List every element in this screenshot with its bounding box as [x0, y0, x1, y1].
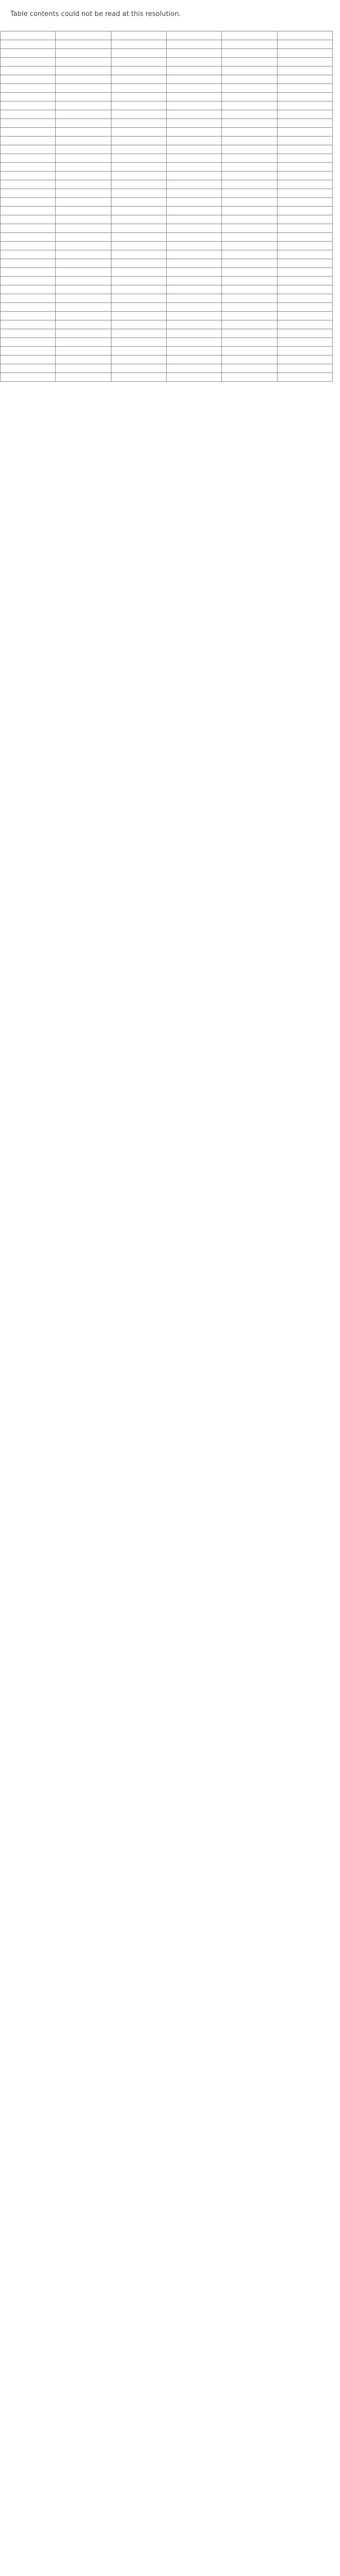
table-cell [166, 84, 221, 93]
table-cell [1, 189, 56, 198]
table-row [1, 215, 333, 224]
table-cell [56, 338, 111, 347]
table-cell [56, 312, 111, 320]
table-cell [166, 259, 221, 268]
table-cell [56, 285, 111, 294]
table-cell [111, 145, 166, 154]
table-cell [111, 189, 166, 198]
table-cell [277, 338, 332, 347]
table-cell [277, 128, 332, 137]
table-cell [111, 215, 166, 224]
table-cell [166, 119, 221, 128]
table-cell [56, 355, 111, 364]
table-cell [111, 172, 166, 180]
table-cell [56, 101, 111, 110]
table-cell [166, 277, 221, 285]
table-row [1, 119, 333, 128]
table-cell [111, 163, 166, 172]
table-cell [1, 66, 56, 75]
table-cell [222, 180, 277, 189]
table-cell [56, 268, 111, 277]
table-cell [277, 58, 332, 66]
table-cell [166, 189, 221, 198]
table-row [1, 303, 333, 312]
table-row [1, 154, 333, 163]
table-cell [277, 233, 332, 242]
table-cell [56, 128, 111, 137]
table-cell [1, 49, 56, 58]
table-cell [56, 373, 111, 382]
table-row [1, 373, 333, 382]
table-row [1, 242, 333, 250]
table-cell [1, 242, 56, 250]
table-cell [1, 198, 56, 207]
table-cell [166, 93, 221, 101]
table-cell [277, 119, 332, 128]
table-cell [166, 58, 221, 66]
table-cell [56, 207, 111, 215]
table-cell [166, 347, 221, 355]
table-cell [277, 364, 332, 373]
table-cell [1, 224, 56, 233]
table-cell [1, 145, 56, 154]
table-cell [111, 66, 166, 75]
table-cell [277, 145, 332, 154]
table-row [1, 329, 333, 338]
table-cell [56, 137, 111, 145]
table-row [1, 40, 333, 49]
table-cell [166, 145, 221, 154]
table-cell [1, 373, 56, 382]
table-cell [56, 40, 111, 49]
table-cell [166, 373, 221, 382]
table-cell [1, 31, 56, 40]
table-cell [56, 329, 111, 338]
table-row [1, 312, 333, 320]
table-row [1, 259, 333, 268]
table-cell [277, 154, 332, 163]
table-cell [111, 303, 166, 312]
table-row [1, 364, 333, 373]
table-cell [222, 31, 277, 40]
table-cell [1, 128, 56, 137]
table-cell [111, 93, 166, 101]
table-row [1, 277, 333, 285]
table-cell [222, 66, 277, 75]
table-cell [111, 347, 166, 355]
table-cell [166, 215, 221, 224]
table-cell [56, 198, 111, 207]
table-cell [1, 101, 56, 110]
table-cell [56, 49, 111, 58]
table-cell [277, 242, 332, 250]
table-cell [222, 93, 277, 101]
table-cell [222, 242, 277, 250]
table-row [1, 101, 333, 110]
table-cell [111, 75, 166, 84]
table-cell [166, 312, 221, 320]
table-cell [56, 242, 111, 250]
table-cell [1, 233, 56, 242]
table-cell [1, 338, 56, 347]
table-cell [222, 303, 277, 312]
table-cell [277, 277, 332, 285]
table-cell [166, 40, 221, 49]
table-cell [1, 312, 56, 320]
table-cell [222, 364, 277, 373]
table-cell [1, 320, 56, 329]
table-cell [111, 259, 166, 268]
table-row [1, 233, 333, 242]
table-cell [277, 189, 332, 198]
table-row [1, 163, 333, 172]
table-cell [1, 40, 56, 49]
table-cell [111, 101, 166, 110]
table-cell [277, 312, 332, 320]
table-cell [222, 320, 277, 329]
table-cell [166, 137, 221, 145]
unreadable-note: Table contents could not be read at this resolution. [10, 10, 181, 18]
table-cell [56, 84, 111, 93]
table-cell [111, 119, 166, 128]
table-row [1, 172, 333, 180]
table-cell [277, 110, 332, 119]
table-cell [111, 31, 166, 40]
table-cell [1, 364, 56, 373]
table-cell [56, 145, 111, 154]
table-cell [222, 101, 277, 110]
table-cell [1, 58, 56, 66]
table-cell [1, 84, 56, 93]
table-cell [222, 329, 277, 338]
table-cell [222, 119, 277, 128]
table-row [1, 285, 333, 294]
table-cell [111, 207, 166, 215]
table-cell [1, 355, 56, 364]
table-cell [1, 137, 56, 145]
table-cell [222, 207, 277, 215]
table-cell [277, 66, 332, 75]
table-cell [56, 320, 111, 329]
table-cell [166, 285, 221, 294]
table-cell [56, 277, 111, 285]
table-row [1, 189, 333, 198]
table-cell [222, 84, 277, 93]
table-cell [277, 329, 332, 338]
table-cell [166, 163, 221, 172]
table-cell [111, 364, 166, 373]
table-cell [1, 180, 56, 189]
table-cell [1, 303, 56, 312]
table-cell [277, 180, 332, 189]
table-row [1, 128, 333, 137]
table-cell [166, 207, 221, 215]
table-cell [277, 172, 332, 180]
table-cell [111, 277, 166, 285]
table-cell [166, 31, 221, 40]
table-cell [111, 198, 166, 207]
table-row [1, 31, 333, 40]
table-cell [222, 198, 277, 207]
table-cell [277, 198, 332, 207]
table-cell [56, 303, 111, 312]
table-row [1, 180, 333, 189]
table-cell [166, 250, 221, 259]
table-cell [277, 250, 332, 259]
table-cell [56, 119, 111, 128]
table-cell [277, 75, 332, 84]
table-cell [166, 320, 221, 329]
table-cell [1, 215, 56, 224]
table-row [1, 250, 333, 259]
table-cell [166, 329, 221, 338]
table-cell [222, 355, 277, 364]
table-cell [56, 233, 111, 242]
table-cell [166, 180, 221, 189]
table-cell [222, 215, 277, 224]
table-cell [56, 163, 111, 172]
table-cell [277, 285, 332, 294]
table-row [1, 110, 333, 119]
table-cell [111, 40, 166, 49]
table-cell [1, 93, 56, 101]
table-row [1, 66, 333, 75]
table-cell [1, 250, 56, 259]
table-cell [277, 320, 332, 329]
table-cell [277, 49, 332, 58]
table-cell [222, 294, 277, 303]
table-cell [222, 110, 277, 119]
table-cell [1, 119, 56, 128]
table-row [1, 84, 333, 93]
table-cell [222, 259, 277, 268]
table-cell [111, 110, 166, 119]
table-cell [166, 66, 221, 75]
table-cell [166, 75, 221, 84]
table-cell [111, 137, 166, 145]
table-cell [56, 215, 111, 224]
table-cell [1, 294, 56, 303]
table-cell [277, 163, 332, 172]
table-cell [166, 110, 221, 119]
table-row [1, 198, 333, 207]
table-cell [111, 294, 166, 303]
table-cell [222, 189, 277, 198]
table-cell [222, 49, 277, 58]
table-cell [222, 163, 277, 172]
table-cell [56, 58, 111, 66]
table-cell [111, 285, 166, 294]
table-cell [166, 128, 221, 137]
table-cell [111, 250, 166, 259]
table-cell [222, 277, 277, 285]
table-cell [111, 233, 166, 242]
table-cell [277, 347, 332, 355]
table-cell [166, 303, 221, 312]
data-table [0, 31, 333, 382]
table-row [1, 93, 333, 101]
table-cell [277, 215, 332, 224]
table-cell [111, 338, 166, 347]
table-row [1, 268, 333, 277]
table-cell [1, 207, 56, 215]
table-cell [111, 128, 166, 137]
table-cell [111, 242, 166, 250]
table-cell [56, 364, 111, 373]
table-cell [111, 355, 166, 364]
table-cell [111, 58, 166, 66]
table-cell [111, 312, 166, 320]
table-cell [222, 233, 277, 242]
table-cell [166, 101, 221, 110]
table-cell [56, 75, 111, 84]
table-cell [222, 312, 277, 320]
table-cell [277, 303, 332, 312]
table-cell [56, 172, 111, 180]
table-cell [277, 93, 332, 101]
table-cell [56, 250, 111, 259]
table-cell [222, 128, 277, 137]
table-cell [111, 180, 166, 189]
table-cell [1, 259, 56, 268]
table-cell [111, 84, 166, 93]
table-cell [166, 233, 221, 242]
table-cell [56, 180, 111, 189]
table-cell [56, 31, 111, 40]
table-cell [111, 49, 166, 58]
table-cell [222, 347, 277, 355]
table-cell [222, 224, 277, 233]
table-row [1, 347, 333, 355]
table-cell [166, 294, 221, 303]
table-cell [166, 49, 221, 58]
table-cell [56, 224, 111, 233]
table-cell [56, 259, 111, 268]
table-cell [56, 154, 111, 163]
table-cell [56, 347, 111, 355]
table-cell [222, 154, 277, 163]
table-cell [277, 224, 332, 233]
table-cell [277, 137, 332, 145]
table-cell [56, 294, 111, 303]
table-row [1, 320, 333, 329]
table-cell [1, 285, 56, 294]
table-row [1, 207, 333, 215]
table-cell [277, 294, 332, 303]
table-cell [222, 338, 277, 347]
table-cell [277, 355, 332, 364]
table-cell [166, 242, 221, 250]
table-cell [111, 329, 166, 338]
table-cell [166, 364, 221, 373]
table-cell [56, 66, 111, 75]
table-cell [1, 172, 56, 180]
table-cell [1, 163, 56, 172]
table-row [1, 145, 333, 154]
table-cell [111, 373, 166, 382]
table-cell [277, 101, 332, 110]
table-cell [277, 373, 332, 382]
table-cell [222, 268, 277, 277]
table-row [1, 75, 333, 84]
table-cell [166, 224, 221, 233]
table-row [1, 338, 333, 347]
table-cell [277, 207, 332, 215]
table-cell [111, 320, 166, 329]
table-cell [277, 40, 332, 49]
table-cell [277, 268, 332, 277]
table-cell [166, 268, 221, 277]
table-cell [56, 93, 111, 101]
table-cell [222, 40, 277, 49]
table-row [1, 224, 333, 233]
table-cell [277, 31, 332, 40]
table-row [1, 49, 333, 58]
table-row [1, 137, 333, 145]
table-cell [222, 75, 277, 84]
table-cell [166, 338, 221, 347]
table-cell [1, 277, 56, 285]
table-cell [222, 145, 277, 154]
table-cell [111, 268, 166, 277]
table-cell [277, 84, 332, 93]
table-cell [1, 268, 56, 277]
table-cell [222, 137, 277, 145]
table-row [1, 294, 333, 303]
table-row [1, 355, 333, 364]
table-cell [166, 172, 221, 180]
table-cell [222, 250, 277, 259]
table-cell [111, 154, 166, 163]
table-cell [166, 198, 221, 207]
table-cell [1, 110, 56, 119]
table-cell [222, 373, 277, 382]
table-cell [1, 329, 56, 338]
table-cell [1, 347, 56, 355]
table-cell [1, 75, 56, 84]
table-cell [111, 224, 166, 233]
table-cell [277, 259, 332, 268]
table-cell [1, 154, 56, 163]
table-cell [222, 172, 277, 180]
table-cell [166, 154, 221, 163]
table-cell [56, 110, 111, 119]
table-cell [222, 285, 277, 294]
table-cell [56, 189, 111, 198]
table-cell [166, 355, 221, 364]
table-row [1, 58, 333, 66]
table-cell [222, 58, 277, 66]
